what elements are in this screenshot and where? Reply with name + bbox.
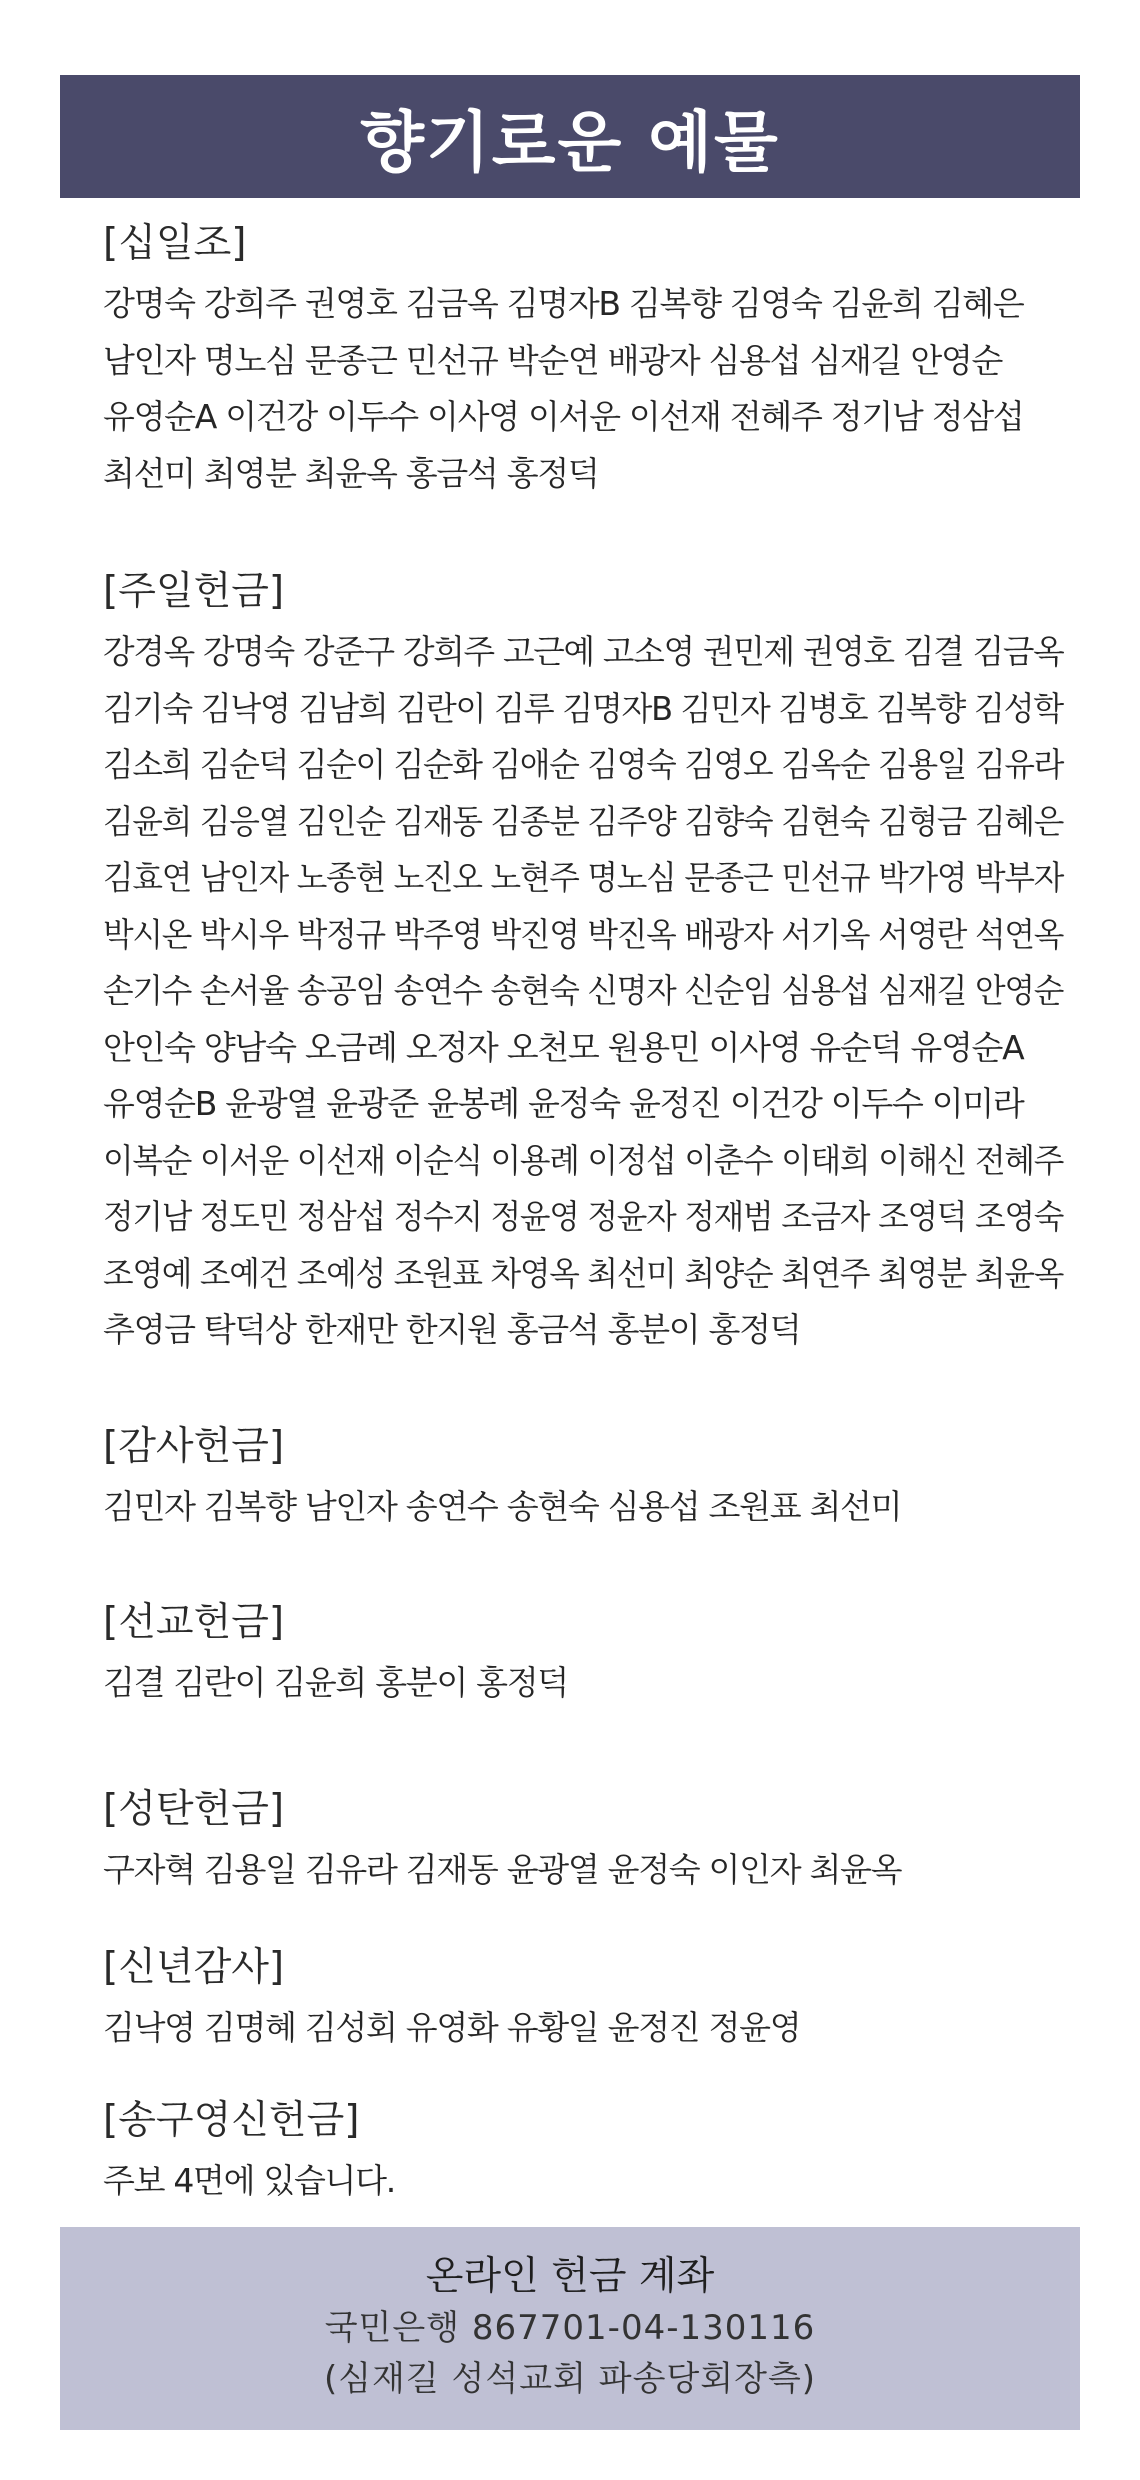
- section-title: [감사헌금]: [103, 1423, 285, 1469]
- name-line: 강명숙 강희주 권영호 김금옥 김명자B 김복향 김영숙 김윤희 김혜은: [103, 284, 1024, 323]
- name-line: 이복순 이서운 이선재 이순식 이용례 이정섭 이춘수 이태희 이해신 전혜주: [103, 1140, 1064, 1180]
- section-tithe: [103, 212, 1063, 502]
- section-sunday-offering: [103, 560, 1063, 1359]
- name-line: 유영순A 이건강 이두수 이사영 이서운 이선재 전혜주 정기남 정삼섭: [103, 397, 1024, 436]
- name-line: 남인자 명노심 문종근 민선규 박순연 배광자 심용섭 심재길 안영순: [103, 340, 1003, 380]
- section-title: [선교헌금]: [103, 1600, 285, 1645]
- name-line: 정기남 정도민 정삼섭 정수지 정윤영 정윤자 정재범 조금자 조영덕 조영숙: [103, 1197, 1064, 1236]
- section-title: [주일헌금]: [103, 569, 285, 614]
- section-thanksgiving-offering: [103, 1415, 1063, 1536]
- name-line: 김민자 김복향 남인자 송연수 송현숙 심용섭 조원표 최선미: [103, 1486, 902, 1526]
- section-title: [송구영신헌금]: [103, 2097, 360, 2143]
- name-line: 조영예 조예건 조예성 조원표 차영옥 최선미 최양순 최연주 최영분 최윤옥: [103, 1253, 1064, 1293]
- name-line: 김윤희 김응열 김인순 김재동 김종분 김주양 김향숙 김현숙 김형금 김혜은: [103, 801, 1064, 841]
- name-line: 구자혁 김용일 김유라 김재동 윤광열 윤정숙 이인자 최윤옥: [103, 1849, 902, 1889]
- online-offering-box: [60, 2227, 1080, 2430]
- section-mission-offering: [103, 1591, 1063, 1712]
- offering-list: [103, 212, 1063, 2209]
- name-line: 박시온 박시우 박정규 박주영 박진영 박진옥 배광자 서기옥 서영란 석연옥: [103, 914, 1064, 954]
- name-line: 유영순B 윤광열 윤광준 윤봉례 윤정숙 윤정진 이건강 이두수 이미라: [103, 1084, 1024, 1123]
- name-line: 추영금 탁덕상 한재만 한지원 홍금석 홍분이 홍정덕: [103, 1310, 801, 1349]
- name-line: 안인숙 양남숙 오금례 오정자 오천모 원용민 이사영 유순덕 유영순A: [103, 1027, 1024, 1067]
- note-line: 주보 4면에 있습니다.: [103, 2160, 395, 2200]
- name-line: 김결 김란이 김윤희 홍분이 홍정덕: [103, 1663, 568, 1702]
- section-christmas-offering: [103, 1778, 1063, 1899]
- name-line: 김기숙 김낙영 김남희 김란이 김루 김명자B 김민자 김병호 김복향 김성학: [103, 688, 1063, 728]
- section-title: [성탄헌금]: [103, 1786, 285, 1832]
- section-title: [신년감사]: [103, 1945, 285, 1990]
- account-holder: (심재길 성석교회 파송당회장측): [323, 2359, 817, 2399]
- online-offering-title: 온라인 헌금 계좌: [425, 2254, 715, 2299]
- name-line: 김소희 김순덕 김순이 김순화 김애순 김영숙 김영오 김옥순 김용일 김유라: [103, 745, 1064, 784]
- section-year-end-offering: [103, 2089, 1063, 2210]
- name-line: 김낙영 김명혜 김성회 유영화 유황일 윤정진 정윤영: [103, 2008, 801, 2047]
- name-line: 김효연 남인자 노종현 노진오 노현주 명노심 문종근 민선규 박가영 박부자: [103, 858, 1064, 897]
- section-title: [십일조]: [103, 221, 247, 266]
- page-title: 향기로운 예물: [360, 104, 780, 181]
- name-line: 최선미 최영분 최윤옥 홍금석 홍정덕: [103, 453, 599, 493]
- name-line: 손기수 손서율 송공임 송연수 송현숙 신명자 신순임 심용섭 심재길 안영순: [103, 971, 1064, 1010]
- section-new-year-thanks: [103, 1936, 1063, 2057]
- bank-account: 국민은행 867701-04-130116: [324, 2308, 816, 2348]
- page-header: [60, 75, 1080, 198]
- name-line: 강경옥 강명숙 강준구 강희주 고근예 고소영 권민제 권영호 김결 김금옥: [103, 632, 1064, 671]
